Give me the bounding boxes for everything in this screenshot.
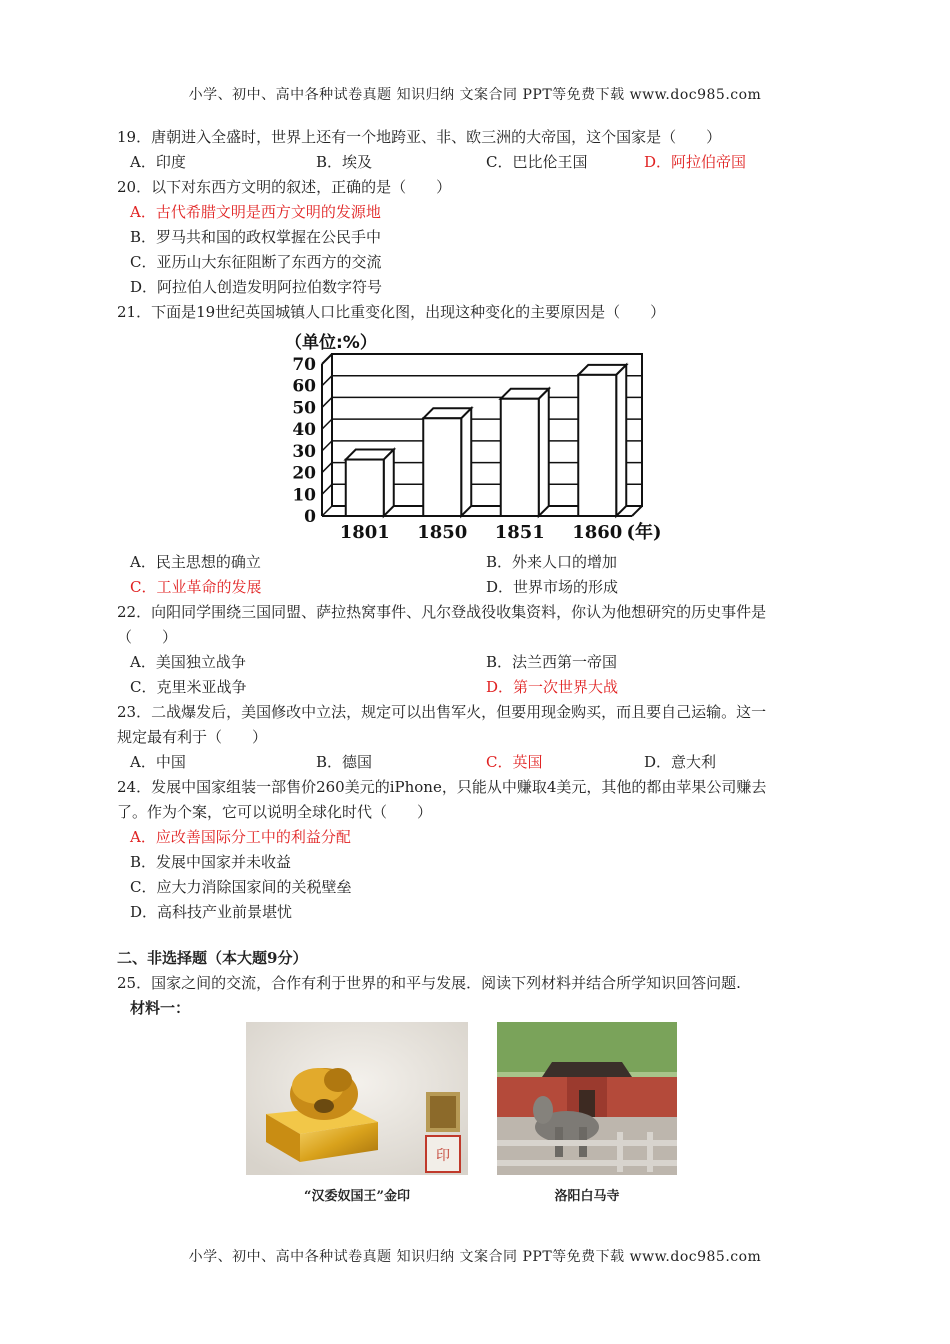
chart-ytick-label: 70 — [292, 355, 316, 375]
q24-option-c: C．应大力消除国家间的关税壁垒 — [130, 878, 352, 896]
q24-option-d: D．高科技产业前景堪忧 — [130, 903, 293, 921]
chart-gridline-side — [322, 397, 332, 407]
q23-stem: 23．二战爆发后，美国修改中立法，规定可以出售军火，但要用现金购买，而且要自己运输。这一 — [117, 703, 767, 721]
page-header: 小学、初中、高中各种试卷真题 知识归纳 文案合同 PPT等免费下载 www.doc985.com — [188, 87, 762, 103]
chart-title: （单位:%） — [285, 333, 377, 353]
q19-option-b: B．埃及 — [316, 153, 373, 171]
chart-ytick-label: 40 — [292, 420, 316, 441]
page-footer: 小学、初中、高中各种试卷真题 知识归纳 文案合同 PPT等免费下载 www.doc985.com — [188, 1249, 762, 1265]
gold-seal-photo — [246, 1022, 468, 1175]
chart-xtick-label: 1860 — [572, 522, 623, 543]
chart-svg — [270, 330, 670, 545]
section-2-title: 二、非选择题（本大题9分） — [117, 949, 308, 967]
q24-option-a: A．应改善国际分工中的利益分配 — [130, 828, 351, 846]
q19-option-a: A．印度 — [130, 153, 186, 171]
q23-option-d: D．意大利 — [644, 753, 717, 771]
chart-xtick-label: 1801 — [339, 522, 390, 543]
chart-bar-side — [539, 389, 549, 516]
chart-ytick-label: 60 — [292, 376, 316, 397]
white-horse-temple-photo — [497, 1022, 677, 1175]
chart-ytick-label: 10 — [292, 485, 316, 506]
q21-option-c: C．工业革命的发展 — [130, 578, 262, 596]
q24-option-b: B．发展中国家并未收益 — [130, 853, 292, 871]
q23-option-b: B．德国 — [316, 753, 373, 771]
q22-option-d: D．第一次世界大战 — [486, 678, 619, 696]
q23-option-a: A．中国 — [130, 753, 186, 771]
chart-gridline-side — [322, 484, 332, 494]
q20-option-c: C．亚历山大东征阻断了东西方的交流 — [130, 253, 382, 271]
q22-option-c: C．克里米亚战争 — [130, 678, 247, 696]
chart-bar — [423, 418, 461, 516]
q25-material-label: 材料一： — [130, 999, 191, 1017]
chart-bar-side — [616, 365, 626, 516]
q19-option-c: C．巴比伦王国 — [486, 153, 588, 171]
q21-stem: 21．下面是19世纪英国城镇人口比重变化图，出现这种变化的主要原因是（ ） — [117, 303, 666, 321]
q23-option-c: C．英国 — [486, 753, 543, 771]
seal-caption: “汉委奴国王”金印 — [304, 1189, 410, 1204]
q21-option-d: D．世界市场的形成 — [486, 578, 619, 596]
q20-option-a: A．古代希腊文明是西方文明的发源地 — [130, 203, 381, 221]
q21-option-b: B．外来人口的增加 — [486, 553, 618, 571]
q22-option-a: A．美国独立战争 — [130, 653, 246, 671]
chart-ytick-label: 0 — [304, 507, 316, 527]
temple-caption: 洛阳白马寺 — [554, 1189, 620, 1204]
svg-text:印: 印 — [436, 1148, 450, 1164]
q22-stem-cont: （ ） — [117, 628, 178, 646]
q22-stem: 22．向阳同学围绕三国同盟、萨拉热窝事件、凡尔登战役收集资料，你认为他想研究的历史事件是 — [117, 603, 767, 621]
chart-bar — [501, 399, 539, 516]
q20-option-d: D．阿拉伯人创造发明阿拉伯数字符号 — [130, 278, 383, 296]
chart-bar-side — [384, 450, 394, 516]
chart-floor-edge — [632, 506, 642, 516]
chart-gridline-side — [322, 419, 332, 429]
chart-gridline-side — [322, 463, 332, 473]
chart-xtick-label: 1851 — [494, 522, 545, 543]
q20-option-b: B．罗马共和国的政权掌握在公民手中 — [130, 228, 382, 246]
chart-ytick-label: 30 — [292, 441, 316, 462]
q24-stem: 24．发展中国家组装一部售价260美元的iPhone，只能从中赚取4美元，其他的都由苹果公司赚去 — [117, 778, 767, 796]
chart-ytick-label: 20 — [292, 463, 316, 484]
chart-ytick-label: 50 — [292, 398, 316, 419]
chart-bar — [578, 375, 616, 516]
chart-bar — [346, 460, 384, 516]
q19-option-d: D．阿拉伯帝国 — [644, 153, 747, 171]
chart-bar-side — [461, 408, 471, 516]
urban-population-chart — [270, 330, 670, 545]
chart-x-unit-label: (年) — [626, 522, 662, 543]
q22-option-b: B．法兰西第一帝国 — [486, 653, 618, 671]
q21-option-a: A．民主思想的确立 — [130, 553, 261, 571]
q20-stem: 20．以下对东西方文明的叙述，正确的是（ ） — [117, 178, 452, 196]
chart-gridline-side — [322, 376, 332, 386]
chart-top-edge — [322, 354, 332, 364]
chart-gridline-side — [322, 506, 332, 516]
chart-xtick-label: 1850 — [417, 522, 468, 543]
q24-stem-cont: 了。作为个案，它可以说明全球化时代（ ） — [117, 803, 433, 821]
q25-stem: 25．国家之间的交流，合作有利于世界的和平与发展．阅读下列材料并结合所学知识回答问题. — [117, 974, 741, 992]
q19-stem: 19．唐朝进入全盛时，世界上还有一个地跨亚、非、欧三洲的大帝国，这个国家是（ ） — [117, 128, 722, 146]
q23-stem-cont: 规定最有利于（ ） — [117, 728, 268, 746]
chart-gridline-side — [322, 441, 332, 451]
